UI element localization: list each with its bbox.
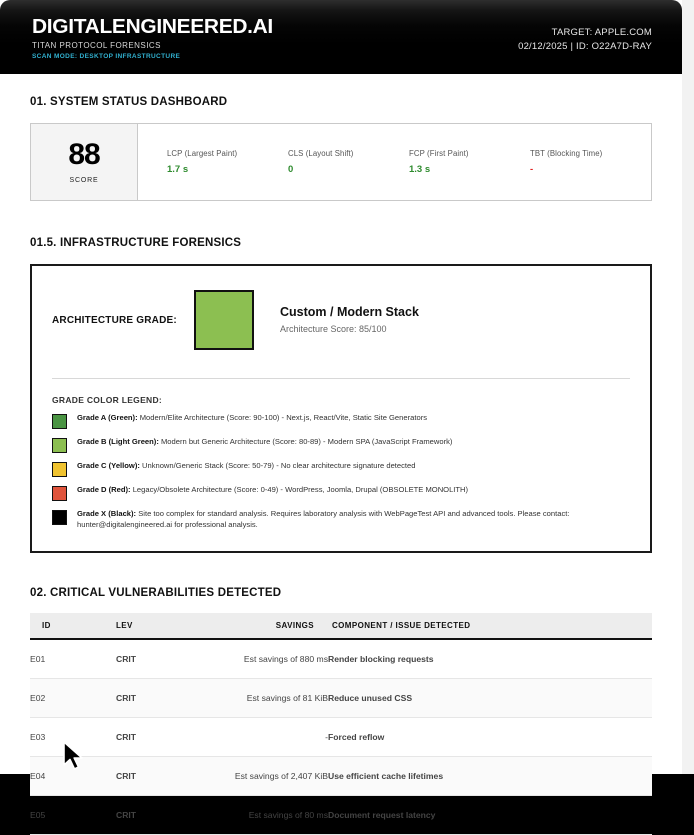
column-header-id: ID	[30, 613, 116, 639]
vulnerabilities-section	[30, 587, 652, 835]
legend-label-grade-x: Grade X (Black):	[77, 509, 137, 518]
metric-lcp-name: LCP (Largest Paint)	[167, 148, 238, 158]
cell-severity: CRIT	[116, 717, 188, 756]
legend-item-grade-a	[52, 413, 630, 429]
cell-component: Use efficient cache lifetimes	[328, 756, 652, 795]
table-row[interactable]	[30, 756, 652, 795]
target-label: TARGET: APPLE.COM	[551, 27, 652, 38]
table-row[interactable]	[30, 717, 652, 756]
architecture-score: Architecture Score: 85/100	[280, 324, 387, 335]
metric-cls	[288, 150, 409, 174]
legend-text-grade-c	[77, 461, 416, 472]
cell-savings: -	[188, 717, 328, 756]
legend-desc-grade-c: Unknown/Generic Stack (Score: 50-79) - No clear architecture signature detected	[139, 461, 416, 470]
cell-severity: CRIT	[116, 795, 188, 834]
legend-label-grade-d: Grade D (Red):	[77, 485, 131, 494]
brand-block	[32, 15, 273, 60]
cell-id: E04	[30, 756, 116, 795]
section-title-infrastructure: 01.5. INFRASTRUCTURE FORENSICS	[30, 237, 242, 249]
legend-item-grade-x	[52, 509, 630, 531]
section-title-vulnerabilities: 02. CRITICAL VULNERABILITIES DETECTED	[30, 586, 282, 599]
report-header	[0, 0, 682, 74]
architecture-grade-text	[280, 306, 419, 335]
vulnerabilities-table-head	[30, 613, 652, 639]
cell-id: E05	[30, 795, 116, 834]
column-header-savings: SAVINGS	[188, 613, 328, 639]
legend-label-grade-b: Grade B (Light Green):	[77, 437, 159, 446]
legend-text-grade-d	[77, 485, 468, 496]
legend-item-grade-c	[52, 461, 630, 477]
legend-text-grade-x	[77, 509, 605, 531]
metric-cls-name: CLS (Layout Shift)	[288, 148, 354, 158]
metric-fcp-value: 1.3 s	[409, 163, 431, 175]
legend-desc-grade-d: Legacy/Obsolete Architecture (Score: 0-49) - WordPress, Joomla, Drupal (OBSOLETE MONOLITH)	[130, 485, 469, 494]
architecture-stack-name: Custom / Modern Stack	[280, 304, 419, 319]
brand-subtitle: TITAN PROTOCOL FORENSICS	[32, 40, 161, 50]
report-content	[0, 74, 682, 835]
column-header-lev: LEV	[116, 613, 188, 639]
cell-id: E03	[30, 717, 116, 756]
cell-id: E02	[30, 678, 116, 717]
infrastructure-section	[30, 237, 652, 553]
legend-swatch-grade-a	[52, 414, 67, 429]
metric-fcp-name: FCP (First Paint)	[409, 148, 469, 158]
legend-desc-grade-a: Modern/Elite Architecture (Score: 90-100) - Next.js, React/Vite, Static Site Generators	[137, 413, 428, 422]
cell-component: Forced reflow	[328, 717, 652, 756]
brand-title: DIGITALENGINEERED.AI	[32, 15, 273, 38]
metrics-panel	[138, 124, 651, 200]
infrastructure-card	[30, 264, 652, 553]
legend-swatch-grade-b	[52, 438, 67, 453]
legend-label-grade-c: Grade C (Yellow):	[77, 461, 140, 470]
cell-savings: Est savings of 880 ms	[188, 639, 328, 679]
table-row[interactable]	[30, 795, 652, 834]
metric-tbt-name: TBT (Blocking Time)	[530, 148, 603, 158]
cell-id: E01	[30, 639, 116, 679]
architecture-grade-swatch	[194, 290, 254, 350]
scan-mode-label: SCAN MODE: DESKTOP INFRASTRUCTURE	[32, 52, 181, 60]
legend-swatch-grade-x	[52, 510, 67, 525]
score-value: 88	[68, 138, 100, 171]
table-row[interactable]	[30, 639, 652, 679]
cell-component: Document request latency	[328, 795, 652, 834]
legend-item-grade-b	[52, 437, 630, 453]
cell-component: Render blocking requests	[328, 639, 652, 679]
legend-title: GRADE COLOR LEGEND:	[52, 395, 163, 405]
architecture-grade-label: ARCHITECTURE GRADE:	[52, 314, 177, 326]
cell-severity: CRIT	[116, 756, 188, 795]
metric-cls-value: 0	[288, 163, 294, 175]
legend-text-grade-a	[77, 413, 427, 424]
legend-item-grade-d	[52, 485, 630, 501]
legend-swatch-grade-c	[52, 462, 67, 477]
metric-tbt-value: -	[530, 163, 534, 175]
scan-id-label: 02/12/2025 | ID: O22A7D-RAY	[518, 40, 652, 52]
score-caption: SCORE	[69, 177, 99, 184]
cell-severity: CRIT	[116, 678, 188, 717]
table-row[interactable]	[30, 678, 652, 717]
legend-desc-grade-b: Modern but Generic Architecture (Score: 80-89) - Modern SPA (JavaScript Framework)	[158, 437, 453, 446]
status-dashboard-card	[30, 123, 652, 201]
metric-lcp-value: 1.7 s	[167, 163, 189, 175]
section-title-dashboard: 01. SYSTEM STATUS DASHBOARD	[30, 96, 228, 108]
scan-meta-block	[518, 26, 652, 54]
vertical-scrollbar[interactable]	[682, 0, 694, 774]
architecture-grade-row	[52, 284, 630, 360]
legend-label-grade-a: Grade A (Green):	[77, 413, 138, 422]
legend-divider	[52, 378, 630, 379]
metric-tbt	[530, 150, 651, 174]
legend-desc-grade-x: Site too complex for standard analysis. Requires laboratory analysis with WebPageTest API and advanced tools. Please contact: hunter@digitalengineered.ai for professional analysis.	[77, 509, 570, 529]
vulnerabilities-table-body	[30, 639, 652, 835]
score-panel	[31, 124, 138, 200]
table-header-row	[30, 613, 652, 639]
metric-lcp	[167, 150, 288, 174]
legend-swatch-grade-d	[52, 486, 67, 501]
column-header-component: COMPONENT / ISSUE DETECTED	[328, 613, 652, 639]
vulnerabilities-table	[30, 613, 652, 835]
cell-savings: Est savings of 81 KiB	[188, 678, 328, 717]
cell-severity: CRIT	[116, 639, 188, 679]
legend-text-grade-b	[77, 437, 452, 448]
metric-fcp	[409, 150, 530, 174]
cell-savings: Est savings of 2,407 KiB	[188, 756, 328, 795]
cell-component: Reduce unused CSS	[328, 678, 652, 717]
cell-savings: Est savings of 80 ms	[188, 795, 328, 834]
